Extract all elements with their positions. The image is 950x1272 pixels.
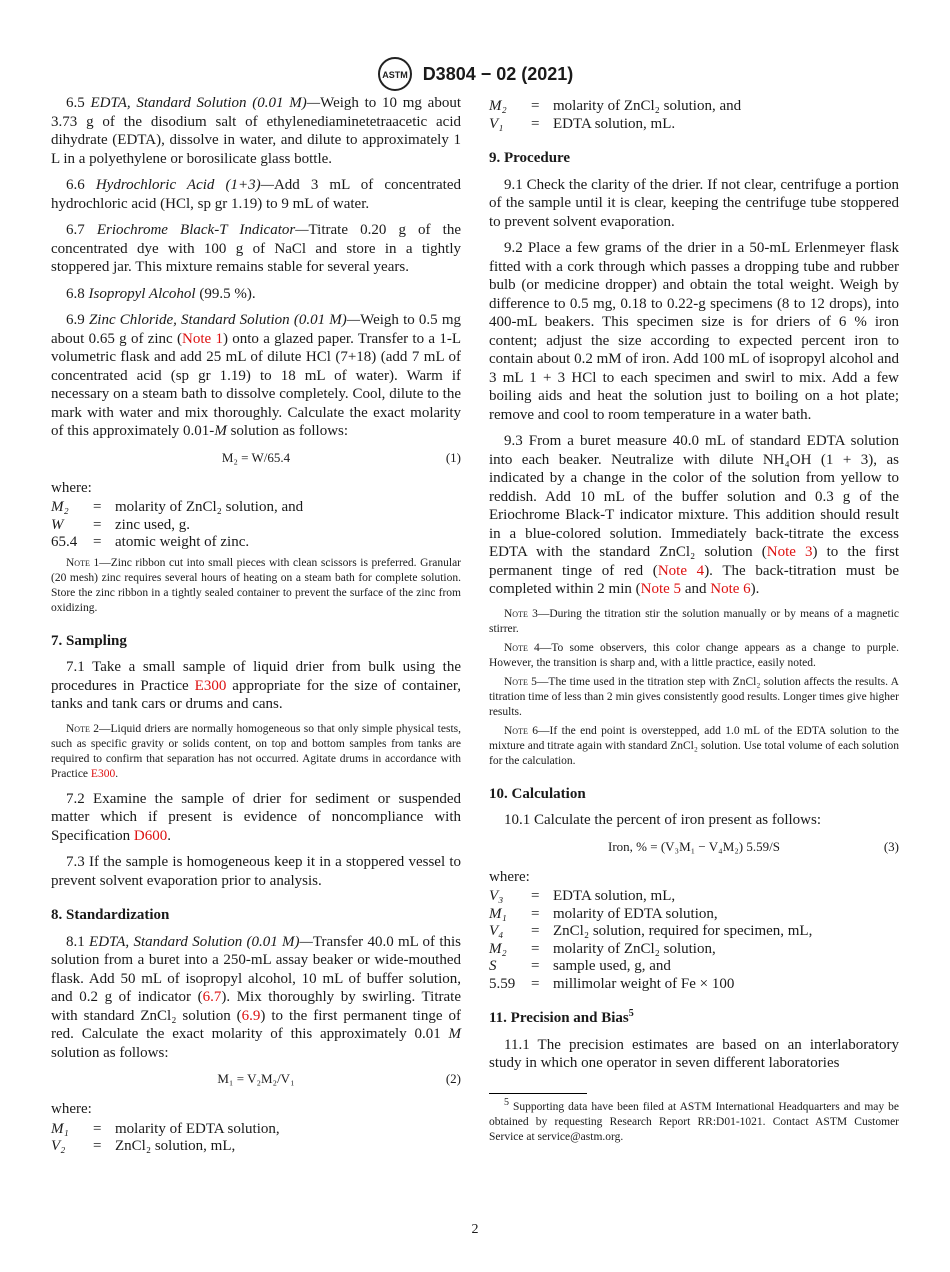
section-8-heading: 8. Standardization bbox=[51, 907, 170, 923]
para-6-7: 6.7 Eriochrome Black-T Indicator—Titrate 0.20 g of the concentrated dye with 100 g of NaCl and store in a tightly stoppered jar. This mixture remains stable for several years. bbox=[51, 222, 461, 275]
para-7-2: 7.2 Examine the sample of drier for sediment or suspended matter which if present is evidence of noncompliance with Specification D600. bbox=[51, 790, 461, 844]
definition-row: V₂ = ZnCl₂ solution, mL, bbox=[51, 1138, 236, 1154]
definitions-eq3 bbox=[489, 888, 812, 993]
definition-row: M₂ = molarity of ZnCl₂ solution, and bbox=[51, 499, 304, 515]
para-7-3: 7.3 If the sample is homogeneous keep it in a stoppered vessel to prevent solvent evaporation prior to analysis. bbox=[51, 854, 462, 889]
section-11-heading: 11. Precision and Bias$^5$ bbox=[489, 1008, 634, 1026]
para-9-2: 9.2 Place a few grams of the drier in a 50-mL Erlenmeyer flask fitted with a cork through which passes a dropping tube and rubber bulb (or medicine dropper) and obtain the total weight. Weigh by difference to 0.5 mg, 0.18 to 0.22-g specimens (8 to 12 drops), into 400-mL beakers. This specimen size is for driers of 6 % iron content; adjust the size according to expected percent iron to contain about 0.2 mM of iron. Add 100 mL of isopropyl alcohol and 3 mL 1 + 3 HCl to each specimen and swirl to mix. Add a few boiling aids and heat the solution just to boiling on a hot plate; remove and cool to room temperature in a water bath. bbox=[489, 240, 899, 423]
para-8-1: 8.1 EDTA, Standard Solution (0.01 M)—Transfer 40.0 mL of this solution from a buret into a 250-mL assay beaker or wide-mouthed flask. Add 50 mL of isopropyl alcohol, 10 mL of buffer solution, and 0.2 g of indicator (6.7). Mix thoroughly by swirling. Titrate with standard ZnCl₂ solution (6.9) to the first permanent tinge of red. Calculate the exact molarity of this approximately 0.01 M solution as follows: bbox=[51, 933, 461, 1061]
document-designation: D3804 − 02 (2021) bbox=[422, 63, 574, 84]
footnote-5-ref[interactable]: 5 bbox=[628, 1008, 634, 1019]
definition-row: W = zinc used, g. bbox=[51, 516, 190, 533]
note-6: Note 6—If the end point is overstepped, add 1.0 mL of the EDTA solution to the mixture and titrate again with standard ZnCl₂ solution. Use total volume of each solution for the calculation. bbox=[489, 724, 899, 767]
where-label: where: bbox=[489, 868, 530, 885]
where-label: where: bbox=[51, 1101, 92, 1117]
definition-row: M₂ = molarity of ZnCl₂ solution, and bbox=[489, 98, 742, 114]
equation-1: M₂ = W/65.4 (1) bbox=[221, 449, 461, 465]
astm-logo-icon bbox=[377, 56, 413, 92]
page-number: 2 bbox=[471, 1222, 479, 1237]
note-2: Note 2—Liquid driers are normally homogeneous so that only simple physical tests, such as specific gravity or solids content, on top and bottom samples from tanks are required to confirm that separation has not occurred. Agitate drums in accordance with Practice E300. bbox=[51, 722, 462, 780]
definitions-eq2 bbox=[51, 1121, 280, 1156]
equation-2: M₁ = V₂M₂/V₁ (2) bbox=[217, 1071, 461, 1086]
para-6-8: 6.8 Isopropyl Alcohol (99.5 %). bbox=[66, 285, 256, 302]
para-7-1: 7.1 Take a small sample of liquid drier from bulk using the procedures in Practice E300 appropriate for the size of container, tanks and tank cars or drums and cans. bbox=[51, 659, 462, 712]
definition-row: 65.4 = atomic weight of zinc. bbox=[51, 534, 250, 550]
note-3-link[interactable]: Note 3 bbox=[766, 544, 813, 560]
definition-row: M₁ = molarity of EDTA solution, bbox=[489, 905, 718, 922]
svg-text:ASTM: ASTM bbox=[381, 70, 408, 80]
para-6-5: 6.5 EDTA, Standard Solution (0.01 M)—Weigh to 10 mg about 3.73 g of the disodium salt of ethylenediaminetetraacetic acid dihydrate (EDTA), dissolve in water, and dilute to approximately 1 L in a polyethylene or borosilicate glass bottle. bbox=[51, 95, 461, 167]
para-6-9: 6.9 Zinc Chloride, Standard Solution (0.01 M)—Weigh to 0.5 mg about 0.65 g of zinc (Note 1) onto a glazed paper. Transfer to a 1-L volumetric flask and add 25 mL of dilute HCl (7+18) (add 7 mL of concentrated acid (sp gr 1.19) to 18 mL of water). Warm if necessary on a steam bath to dissolve completely. Cool, dilute to the mark with water and mix thoroughly. Calculate the exact molarity of this approximately 0.01-M solution as follows: bbox=[51, 312, 462, 439]
para-6-6: 6.6 Hydrochloric Acid (1+3)—Add 3 mL of concentrated hydrochloric acid (HCl, sp gr 1.19) to 9 mL of water. bbox=[51, 177, 461, 212]
note-5: Note 5—The time used in the titration step with ZnCl₂ solution affects the results. A titration time of less than 2 min gives consistently good results. Longer times give higher results. bbox=[489, 675, 899, 718]
section-6-9-link[interactable]: 6.9 bbox=[241, 1007, 261, 1024]
section-6-7-link[interactable]: 6.7 bbox=[202, 989, 222, 1005]
definition-row: M₁ = molarity of EDTA solution, bbox=[51, 1120, 280, 1137]
para-9-3: 9.3 From a buret measure 40.0 mL of standard EDTA solution into each beaker. Neutralize with dilute NH₄OH (1 + 3), as indicated by a change in the color of the solution from yellow to reddish. Add 10 mL of the buffer solution and 0.3 g of the Eriochrome Black-T indicator mixture. This addition should result in a blue-colored solution. Immediately back-titrate the excess EDTA with the standard ZnCl₂ solution (Note 3) to the first permanent tinge of red (Note 4). The back-titration must be completed within 2 min (Note 5 and Note 6). bbox=[489, 433, 899, 597]
footnote-5: $^5$ Supporting data have been filed at ASTM International Headquarters and may be obtained by requesting Research Report RR:D01-1021. Contact ASTM Customer Service at service@astm.org. bbox=[489, 1096, 900, 1143]
left-column bbox=[51, 94, 461, 1160]
footnote-divider bbox=[489, 1093, 587, 1094]
note-1: Note 1—Zinc ribbon cut into small pieces with clean scissors is preferred. Granular (20 mesh) zinc requires several hours of heating on a steam bath for complete solution. Store the zinc ribbon in a tightly sealed container to prevent the surface of the zinc from oxidizing. bbox=[51, 556, 462, 614]
section-7-heading: 7. Sampling bbox=[51, 632, 127, 649]
definition-row: S = sample used, g, and bbox=[489, 958, 671, 974]
definition-row: M₂ = molarity of ZnCl₂ solution, bbox=[489, 940, 716, 957]
right-column bbox=[489, 94, 899, 1145]
definitions-eq2-continued bbox=[489, 98, 741, 133]
e300-link[interactable]: E300 bbox=[90, 767, 116, 780]
definitions-eq1 bbox=[51, 499, 303, 552]
definition-row: V₄ = ZnCl₂ solution, required for specimen, mL, bbox=[489, 923, 813, 939]
para-10-1: 10.1 Calculate the percent of iron present as follows: bbox=[504, 812, 821, 828]
note-3: Note 3—During the titration stir the solution manually or by means of a magnetic stirrer. bbox=[489, 607, 899, 635]
d600-link[interactable]: D600 bbox=[133, 827, 168, 844]
e300-link[interactable]: E300 bbox=[194, 677, 227, 694]
definition-row: 5.59 = millimolar weight of Fe × 100 bbox=[489, 975, 735, 992]
definition-row: V₁ = EDTA solution, mL. bbox=[489, 115, 676, 132]
where-label: where: bbox=[51, 479, 92, 496]
page-header bbox=[0, 56, 950, 92]
note-1-link[interactable]: Note 1 bbox=[182, 330, 223, 347]
section-10-heading: 10. Calculation bbox=[489, 785, 586, 802]
note-6-link[interactable]: Note 6 bbox=[710, 581, 751, 597]
note-5-link[interactable]: Note 5 bbox=[640, 581, 682, 597]
section-9-heading: 9. Procedure bbox=[489, 150, 571, 166]
para-11-1: 11.1 The precision estimates are based on an interlaboratory study in which one operator in seven different laboratories bbox=[489, 1036, 900, 1071]
equation-3: Iron, % = (V₃M₁ − V₄M₂) 5.59/S (3) bbox=[608, 838, 899, 854]
note-4: Note 4—To some observers, this color change appears as a change to purple. However, the transition is sharp and, with a little practice, easily noted. bbox=[489, 641, 900, 669]
definition-row: V₃ = EDTA solution, mL, bbox=[489, 888, 676, 904]
note-4-link[interactable]: Note 4 bbox=[657, 562, 705, 579]
para-9-1: 9.1 Check the clarity of the drier. If not clear, centrifuge a portion of the sample until it is clear, keeping the centrifuge tube stoppered to prevent solvent evaporation. bbox=[489, 176, 900, 230]
